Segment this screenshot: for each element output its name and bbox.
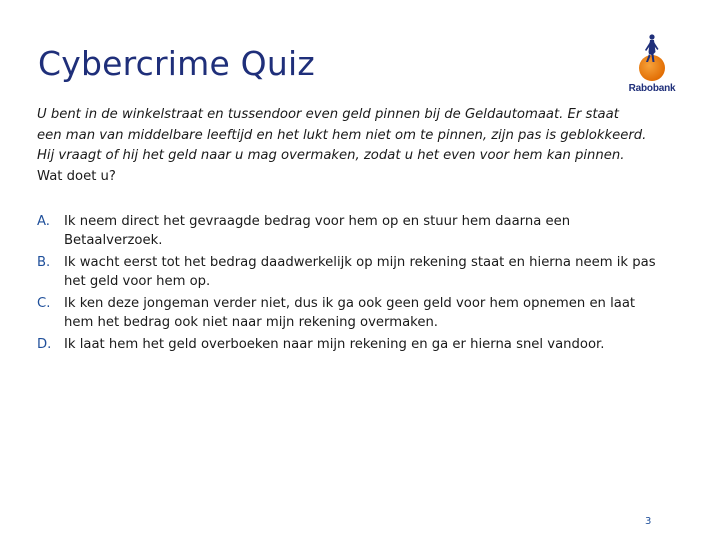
option-text: Ik wacht eerst tot het bedrag daadwerkelijk op mijn rekening staat en hierna neem ik pas het geld voor hem op.	[64, 255, 656, 289]
slide-title: Cybercrime Quiz	[38, 44, 315, 83]
question-text: U bent in de winkelstraat en tussendoor even geld pinnen bij de Geldautomaat. Er staat een man van middelbare leeftijd en het lukt hem niet om te pinnen, zijn pas is geblokkeerd. Hij vraagt of hij het geld naar u mag overmaken, zodat u het even voor hem kan pinnen.	[37, 107, 647, 163]
option-letter: C.	[37, 296, 51, 311]
option-text: Ik laat hem het geld overboeken naar mijn rekening en ga er hierna snel vandoor.	[64, 337, 605, 352]
answer-options-list	[37, 212, 657, 357]
option-letter: D.	[37, 337, 52, 352]
rabobank-logo-icon	[622, 32, 682, 82]
rabobank-logo	[622, 32, 682, 100]
answer-option-c[interactable]	[37, 294, 657, 332]
question-prompt: Wat doet u?	[37, 169, 116, 184]
option-letter: B.	[37, 255, 51, 270]
option-text: Ik neem direct het gevraagde bedrag voor hem op en stuur hem daarna een Betaalverzoek.	[64, 214, 571, 248]
option-letter: A.	[37, 214, 50, 229]
logo-wordmark: Rabobank	[628, 83, 676, 94]
option-text: Ik ken deze jongeman verder niet, dus ik ga ook geen geld voor hem opnemen en laat hem het bedrag ook niet naar mijn rekening overmaken.	[64, 296, 636, 330]
page-number: 3	[645, 516, 652, 527]
answer-option-b[interactable]	[37, 253, 657, 291]
answer-option-d[interactable]	[37, 335, 657, 354]
answer-option-a[interactable]	[37, 212, 657, 250]
